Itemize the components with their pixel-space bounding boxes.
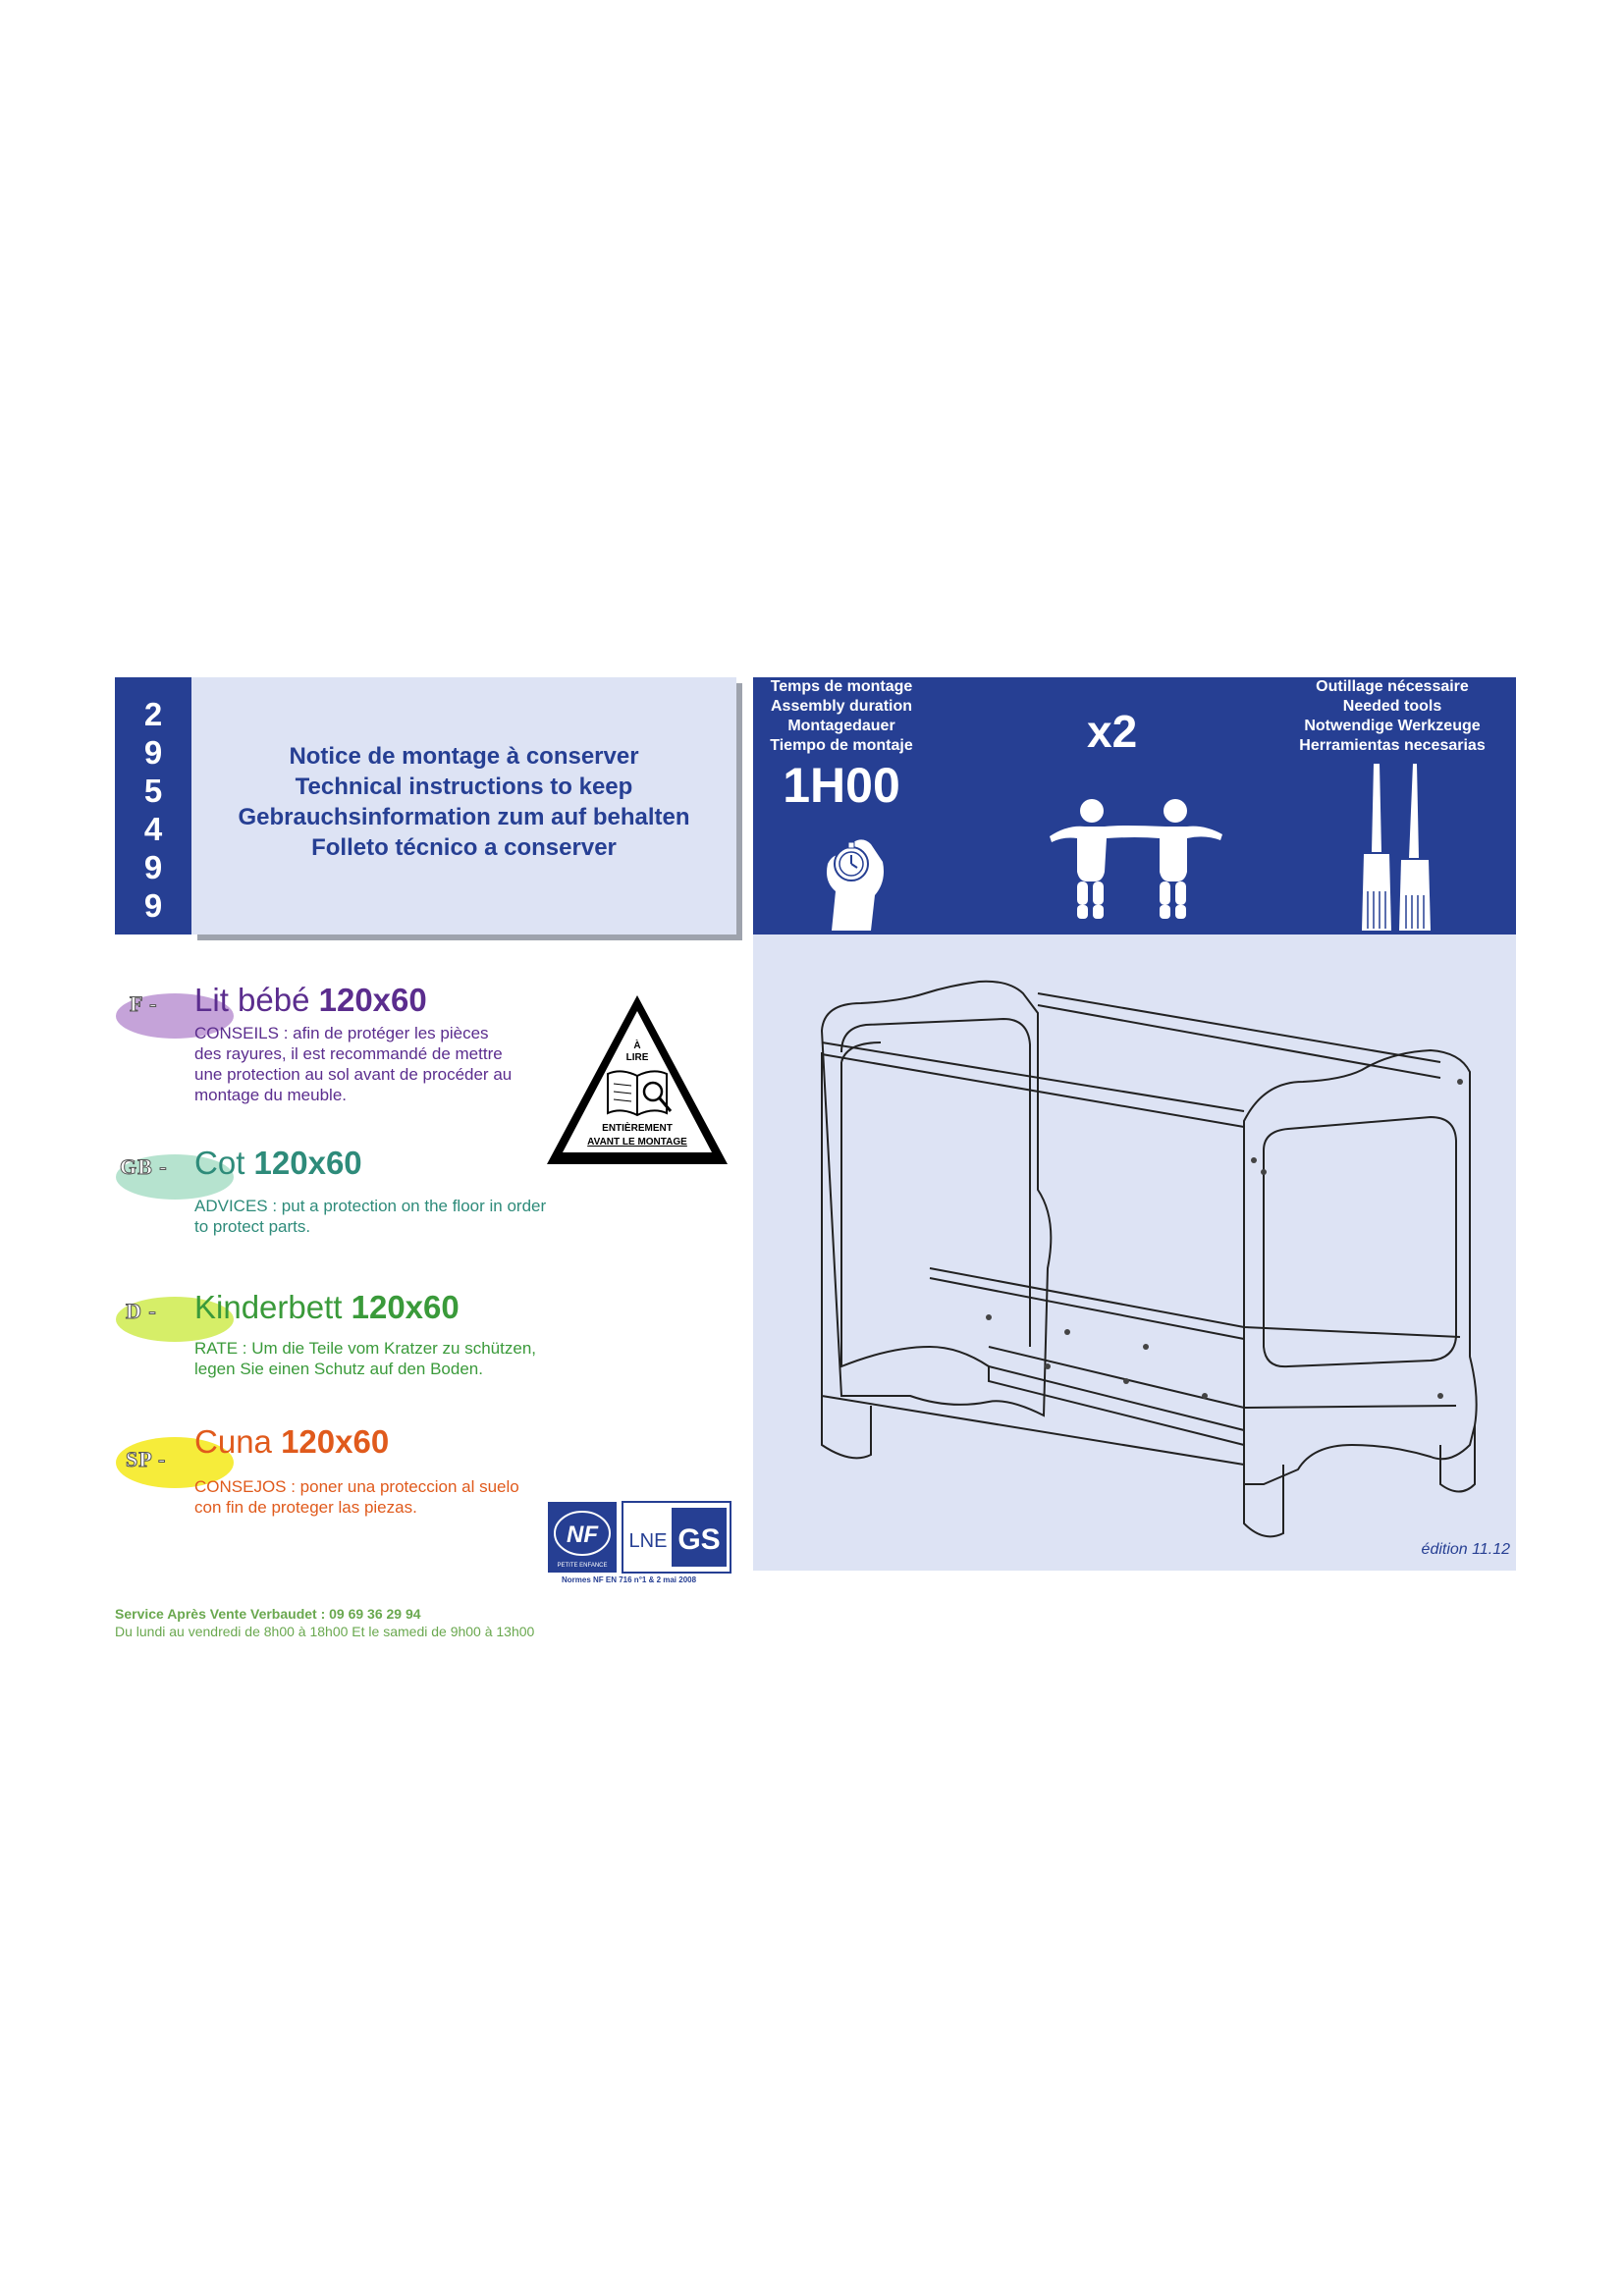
section-title [194, 1145, 362, 1182]
lne-logo-text: LNE [628, 1530, 668, 1552]
advice-line: to protect parts. [194, 1217, 311, 1236]
section-advice [194, 1023, 512, 1105]
title-initial: L [194, 982, 213, 1018]
product-code-digit: 9 [143, 849, 163, 885]
title-box [191, 677, 736, 934]
gs-logo-text: GS [677, 1523, 721, 1556]
section-advice [194, 1476, 519, 1518]
needed-tools-block [1283, 677, 1501, 756]
section-advice [194, 1338, 536, 1379]
duration-label: Montagedauer [787, 718, 895, 734]
language-code: D - [126, 1299, 157, 1323]
title-initial: C [194, 1423, 218, 1460]
section-title [194, 1289, 460, 1326]
warning-text: ENTIÈREMENT [602, 1123, 673, 1134]
cot-drawing-panel [753, 934, 1516, 1571]
duration-label: Tiempo de montaje [770, 737, 913, 754]
cot-assembly-illustration [753, 934, 1516, 1571]
title-initial: C [194, 1145, 218, 1181]
persons-count: x2 [1087, 706, 1138, 757]
advice-line: une protection au sol avant de procéder au [194, 1065, 513, 1084]
tools-label: Herramientas necesarias [1299, 737, 1486, 754]
tools-label: Needed tools [1342, 698, 1442, 715]
title-size: 120x60 [351, 1289, 460, 1325]
two-persons-icon [1048, 795, 1224, 923]
after-sales-hours: Du lundi au vendredi de 8h00 à 18h00 Et le samedi de 9h00 à 13h00 [115, 1624, 535, 1639]
section-title [194, 1423, 389, 1461]
product-code-strip [115, 677, 191, 934]
title-line-en: Technical instructions to keep [295, 774, 633, 800]
product-code-digit: 2 [143, 696, 163, 732]
title-rest: ot [217, 1145, 245, 1181]
title-size: 120x60 [253, 1145, 362, 1181]
title-line-es: Folleto técnico a conserver [311, 834, 617, 861]
section-de [116, 1289, 568, 1387]
title-rest: una [217, 1423, 272, 1460]
tools-label: Outillage nécessaire [1316, 678, 1469, 695]
advice-line: des rayures, il est recommandé de mettre [194, 1044, 503, 1063]
stopwatch-hand-icon [814, 823, 893, 931]
section-en [116, 1145, 568, 1243]
advice-line: con fin de proteger las piezas. [194, 1498, 417, 1517]
title-line-fr: Notice de montage à conserver [289, 743, 639, 770]
title-rest: inderbett [216, 1289, 343, 1325]
nf-logo-subtext: PETITE ENFANCE [557, 1563, 608, 1569]
section-fr [116, 982, 538, 1109]
section-title [194, 982, 427, 1019]
advice-line: CONSEILS : afin de protéger les pièces [194, 1024, 489, 1042]
screwdrivers-icon [1352, 764, 1440, 931]
product-code-digit: 4 [143, 811, 163, 847]
assembly-duration-block [753, 677, 930, 813]
open-book-magnifier-icon [608, 1071, 671, 1115]
edition-label: édition 11.12 [1421, 1541, 1510, 1558]
product-code-digit: 5 [143, 773, 163, 809]
lne-gs-logo-icon [623, 1502, 731, 1573]
section-advice [194, 1196, 546, 1237]
advice-line: legen Sie einen Schutz auf den Boden. [194, 1360, 483, 1378]
advice-line: ADVICES : put a protection on the floor in order [194, 1197, 547, 1215]
tools-label: Notwendige Werkzeuge [1304, 718, 1481, 734]
product-code-digit: 9 [143, 734, 163, 771]
norm-reference: Normes NF EN 716 n°1 & 2 mai 2008 [562, 1575, 697, 1584]
title-size: 120x60 [281, 1423, 390, 1460]
language-code: SP - [126, 1447, 167, 1471]
read-before-assembly-warning-icon [543, 991, 731, 1168]
advice-line: RATE : Um die Teile vom Kratzer zu schützen, [194, 1339, 536, 1358]
title-initial: K [194, 1289, 217, 1325]
warning-text: LIRE [625, 1052, 649, 1063]
duration-value: 1H00 [783, 758, 900, 813]
warning-text: À [633, 1041, 641, 1051]
title-line-de: Gebrauchsinformation zum auf behalten [238, 804, 690, 830]
section-es [116, 1423, 538, 1531]
nf-logo-text: NF [567, 1522, 598, 1548]
language-code: GB - [120, 1154, 168, 1179]
product-code-digit: 9 [143, 887, 163, 924]
duration-label: Assembly duration [770, 698, 913, 715]
language-code: F - [130, 991, 158, 1016]
nf-logo-icon [548, 1502, 617, 1573]
duration-label: Temps de montage [770, 678, 913, 695]
title-size: 120x60 [318, 982, 427, 1018]
after-sales-phone: Service Après Vente Verbaudet : 09 69 36 29 94 [115, 1606, 421, 1622]
advice-line: CONSEJOS : poner una proteccion al suelo [194, 1477, 519, 1496]
advice-line: montage du meuble. [194, 1086, 347, 1104]
assembly-info-banner [753, 677, 1516, 934]
warning-text: AVANT LE MONTAGE [587, 1137, 687, 1148]
title-rest: it bébé [212, 982, 310, 1018]
